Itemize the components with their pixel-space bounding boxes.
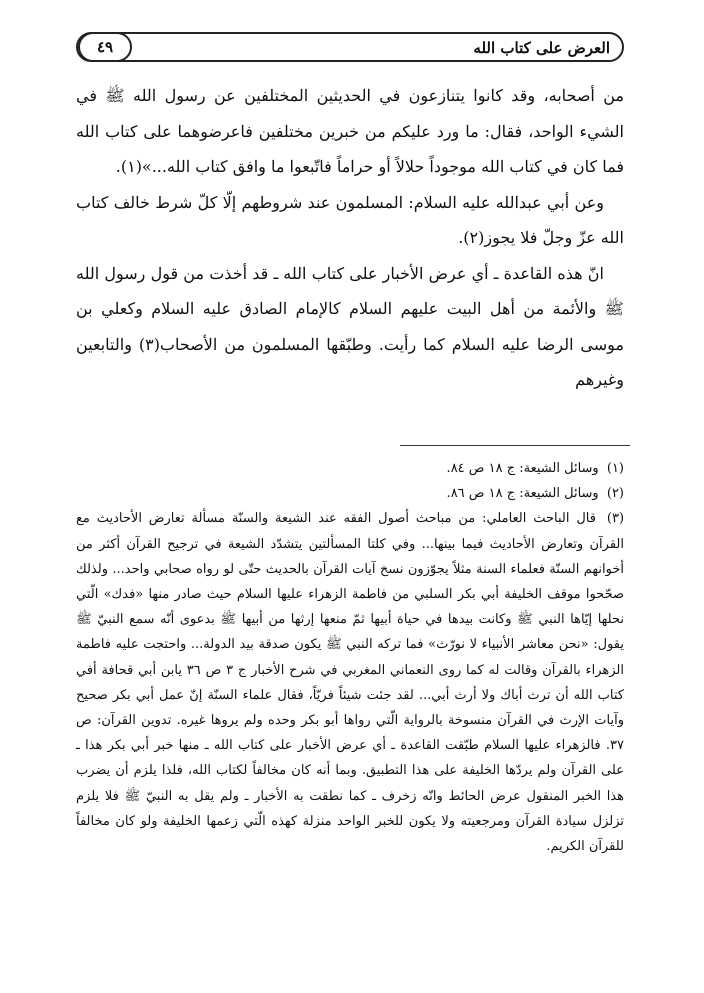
footnote-text: قال الباحث العاملي: من مباحث أصول الفقه عند الشيعة والسنّة مسألة تعارض الأحاديث مع القرآن وتعارض الأحاديث فيما بينها... وفي كلتا المسألتين يتشدّد الشيعة في ترجيح القرآن أكثر من أخوانهم السنّة فعلماء السنة مثلاً يجوّزون نسخ آيات القرآن بالحديث حتّى لو رواه صحابي واحد... ولذلك صحّحوا موقف الخليفة أبي بكر السلبي من فاطمة الزهراء عليها السلام حيث صادر منها «فدك» الّتي نحلها إيّاها النبي ﷺ وكانت بيدها في حياة أبيها ثمّ منعها إرثها من أبيها ﷺ بدعوى أنّه سمع النبيّ ﷺ يقول: «نحن معاشر الأنبياء لا نورّث» فما تركه النبي ﷺ يكون صدقة بيد الدولة... واحتجت عليه فاطمة الزهراء بالقرآن وقالت له كما روى النعماني المغربي في شرح الأخبار ج ٣ ص ٣٦ يابن أبي قحافة أفي كتاب الله أن ترث أباك ولا أرث أبي... لقد جئت شيئاً فريّاً، فقال علماء السنّة إنّ عمل أبي بكر صحيح وآيات الإرث في القرآن منسوخة بالرواية الّتي رواها أبو بكر وحده ولم يروها غيره. تدوين القرآن: ص ٣٧. فالزهراء عليها السلام طبّقت القاعدة ـ أي عرض الأخبار على كتاب الله ـ منها خبر أبي بكر هذا ـ على القرآن ولم يردّها الخليفة على هذا التطبيق. وبما أنه كان مخالفاً لكتاب الله، فلذا يلزم أن يضرب هذا الخبر المنقول عرض الحائط وانّه زخرف ـ كما نطقت به الأخبار ـ ولم يقل به النبيّ ﷺ فلا يلزم تزلزل سيادة القرآن ومرجعيته ولا يكون للخبر الواحد منزلة كهذه الّتي زعمها الخليفة ولو كان مخالفاً للقرآن الكريم.: [76, 511, 624, 855]
footnote-number: (١): [606, 461, 624, 476]
page-number: ٤٩: [78, 32, 132, 62]
footnote-number: (٣): [606, 511, 625, 527]
footnotes: [76, 456, 624, 859]
footnote-1: [76, 456, 624, 481]
paragraph-2: وعن أبي عبدالله عليه السلام: المسلمون عند شروطهم إلّا كلّ شرط خالف كتاب الله عزّ وجلّ فلا يجوز(٢).: [76, 192, 624, 247]
footnote-3: [76, 506, 624, 859]
footnote-number: (٢): [606, 486, 624, 502]
header-title: العرض على كتاب الله: [473, 39, 610, 57]
running-header: [76, 32, 624, 62]
footnote-text: وسائل الشيعة: ج ١٨ ص ٨٤.: [446, 461, 599, 476]
paragraph-1: من أصحابه، وقد كانوا يتنازعون في الحديثين المختلفين عن رسول الله ﷺ في الشيء الواحد، فقال: ما ورد عليكم من خبرين مختلفين فاعرضوهما على كتاب الله فما كان في كتاب الله موجوداً حلالاً أو حراماً فاتّبعوا ما وافق كتاب الله...»(١).: [76, 86, 624, 176]
paragraph-3: انّ هذه القاعدة ـ أي عرض الأخبار على كتاب الله ـ قد أخذت من قول رسول الله ﷺ والأئمة من أهل البيت عليهم السلام كالإمام الصادق عليه السلام وكعلي بن موسى الرضا عليه السلام كما رأيت. وطبّقها المسلمون من الأصحاب(٣) والتابعين وغيرهم: [76, 263, 625, 389]
footnote-text: وسائل الشيعة: ج ١٨ ص ٨٦.: [446, 486, 599, 502]
footnote-2: [76, 481, 624, 506]
main-text: [76, 78, 624, 398]
footnote-divider: [400, 445, 630, 446]
